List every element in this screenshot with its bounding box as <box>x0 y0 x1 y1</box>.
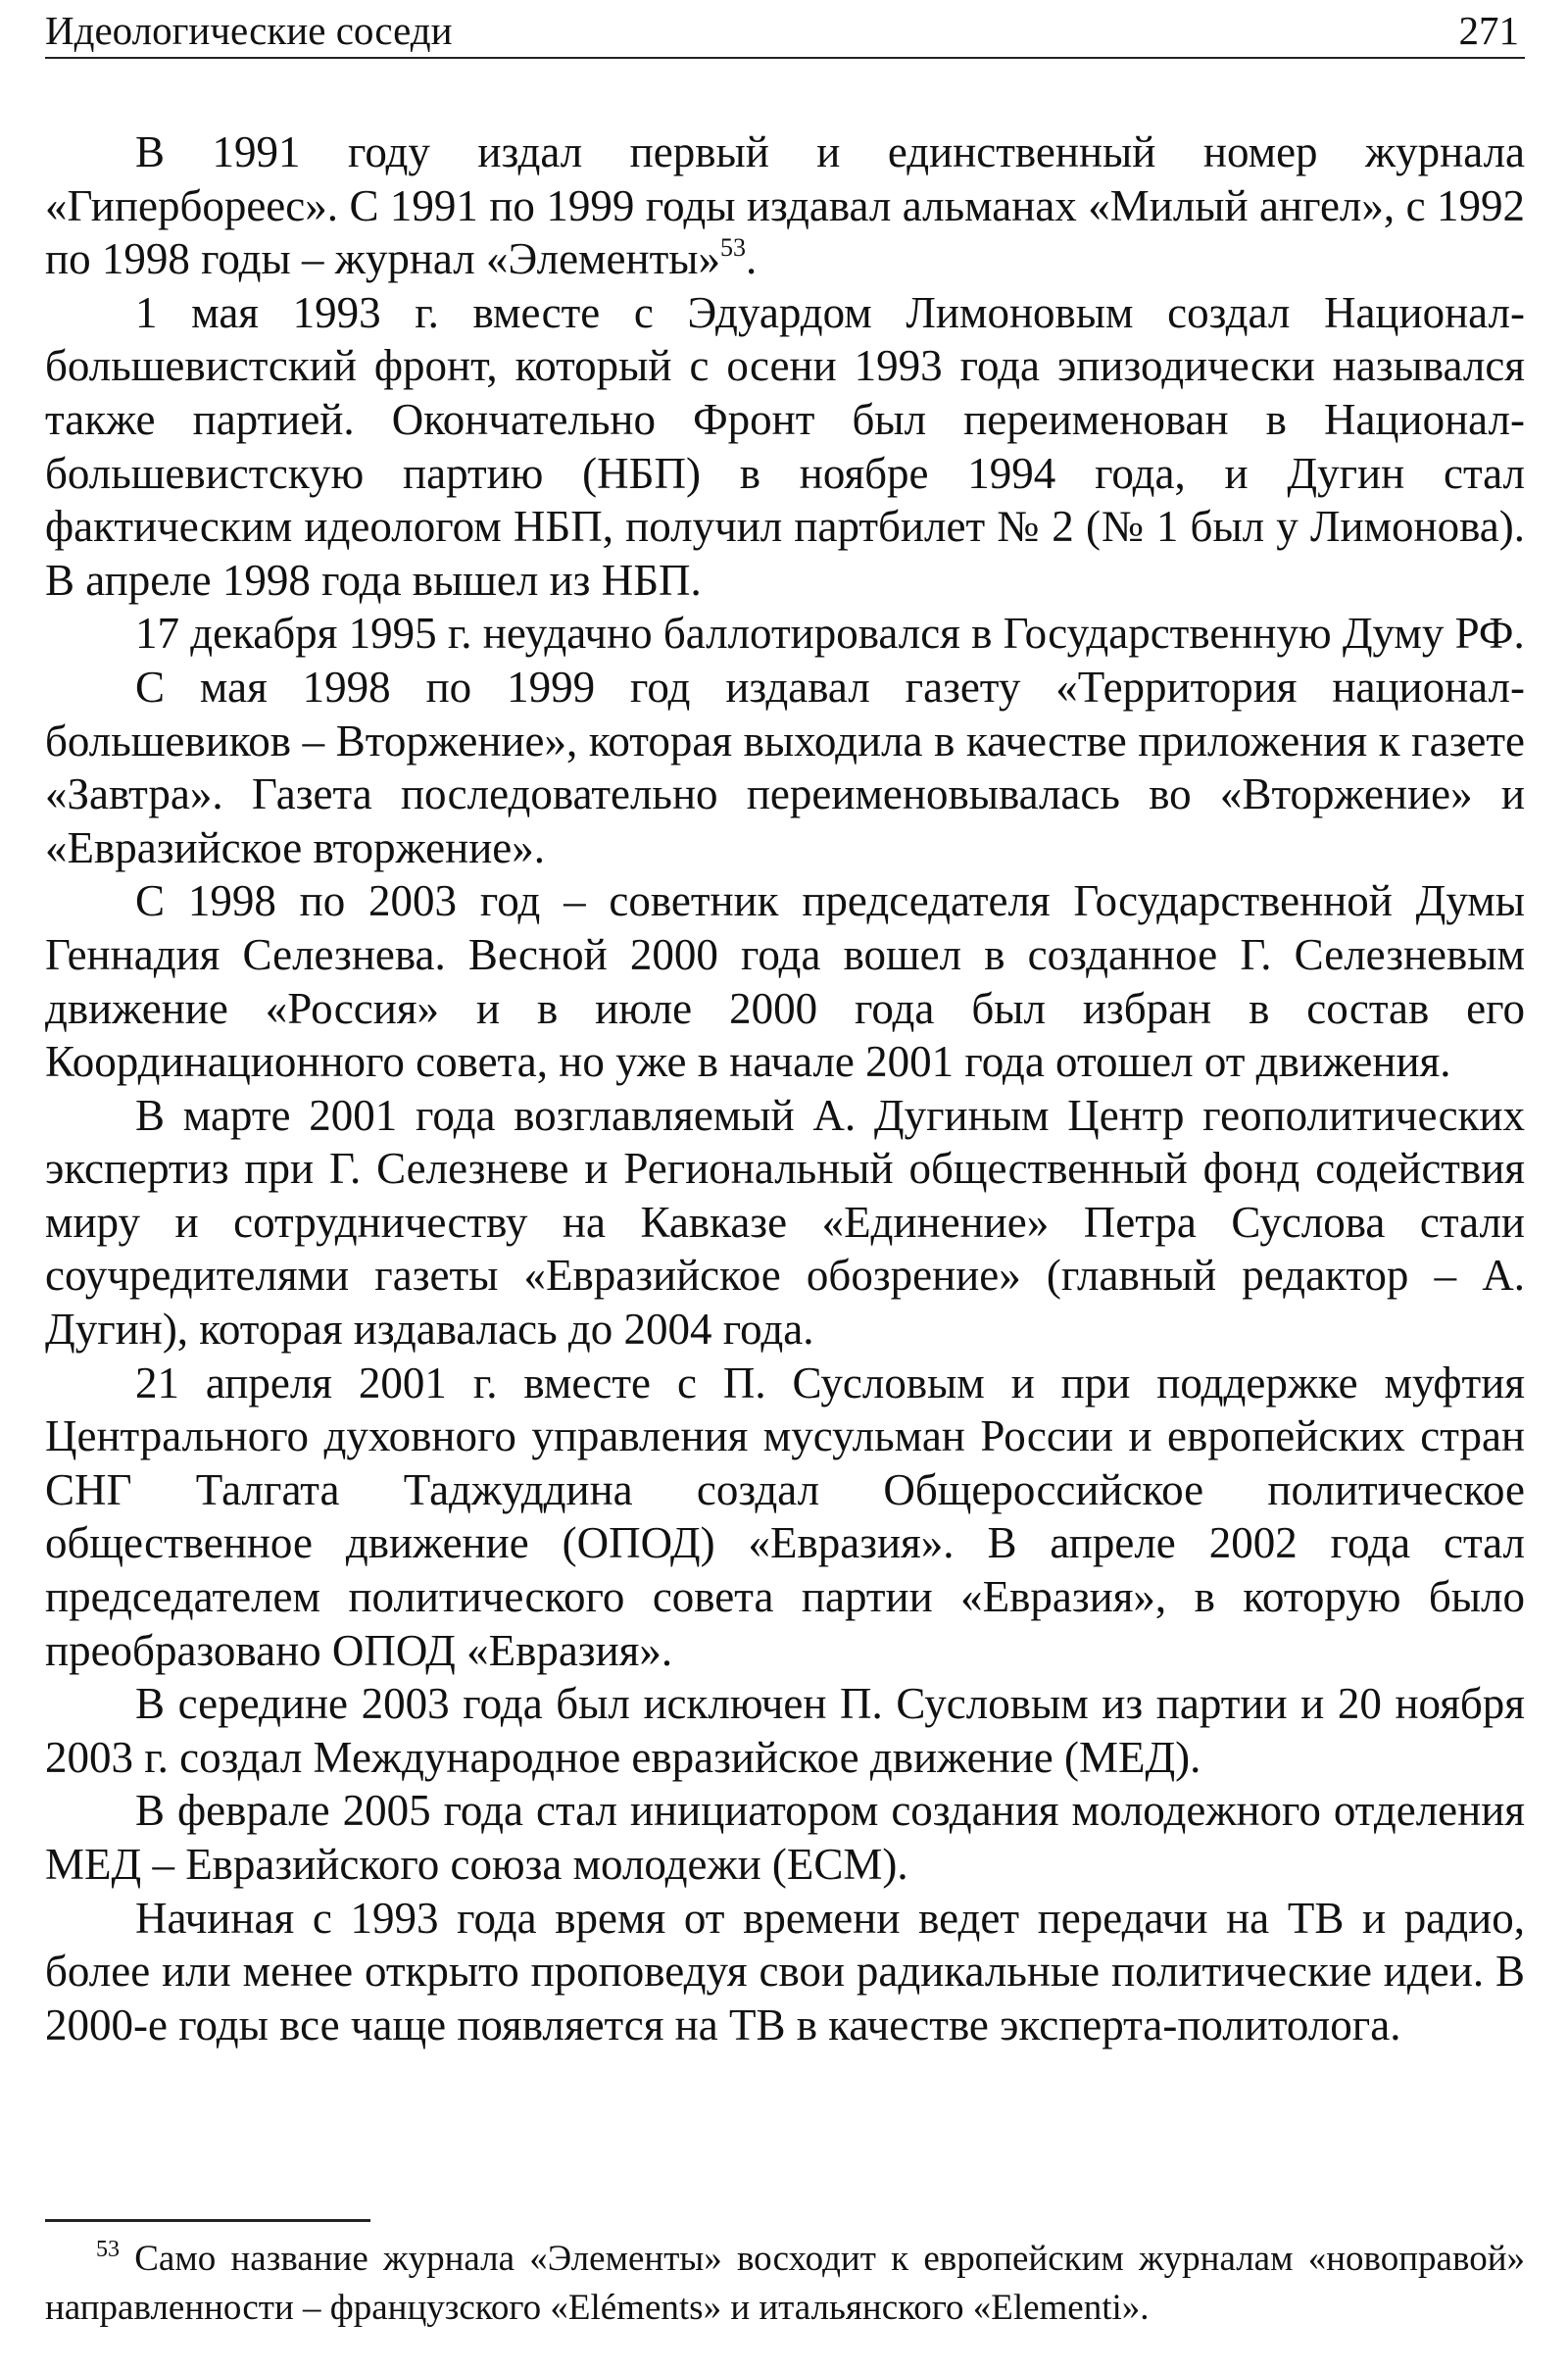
paragraph: В марте 2001 года возглавляемый А. Дугиным Центр геополитических экспертиз при Г. Селезневе и Региональный общественный фонд содействия миру и сотрудничеству на Кавказе «Единение» Петра Суслова стали соучредителями газеты «Евразийское обозрение» (главный редактор – А. Дугин), которая издавалась до 2004 года. <box>45 1090 1525 1355</box>
paragraph: В феврале 2005 года стал инициатором создания молодежного отделения МЕД – Евразийского союза молодежи (ЕСМ). <box>45 1786 1525 1889</box>
page-number: 271 <box>1458 8 1519 53</box>
paragraph: С мая 1998 по 1999 год издавал газету «Территория национал-большевиков – Вторжение», которая выходила в качестве приложения к газете «Завтра». Газета последовательно переименовывалась во «Вторжение» и «Евразийское вторжение». <box>45 662 1525 872</box>
footnote-text: Само название журнала «Элементы» восходит к европейским журналам «новоправой» направленности – французского «Eléments» и итальянского «Elementi». <box>45 2239 1525 2328</box>
paragraph: Начиная с 1993 года время от времени ведет передачи на ТВ и радио, более или менее открыто проповедуя свои радикальные политические идеи. В 2000-е годы все чаще появляется на ТВ в качестве эксперта-политолога. <box>45 1893 1525 2049</box>
paragraph: 21 апреля 2001 г. вместе с П. Сусловым и при поддержке муфтия Центрального духовного управления мусульман России и европейских стран СНГ Талгата Таджуддина создал Общероссийское политическое общественное движение (ОПОД) «Евразия». В апреле 2002 года стал председателем политического совета партии «Евразия», в которую было преобразовано ОПОД «Евразия». <box>45 1358 1525 1675</box>
paragraph: 17 декабря 1995 г. неудачно баллотировался в Государственную Думу РФ. <box>135 609 1525 659</box>
paragraph-text-tail: . <box>745 234 758 284</box>
footnote-marker: 53 <box>96 2237 120 2262</box>
footnote <box>45 2235 1525 2333</box>
paragraph <box>45 125 1525 286</box>
paragraph: В середине 2003 года был исключен П. Сусловым из партии и 20 ноября 2003 г. создал Международное евразийское движение (МЕД). <box>45 1679 1525 1782</box>
footnote-divider <box>45 2219 370 2222</box>
paragraph: С 1998 по 2003 год – советник председателя Государственной Думы Геннадия Селезнева. Весной 2000 года вошел в созданное Г. Селезневым движение «Россия» и в июле 2000 года был избран в состав его Координационного совета, но уже в начале 2001 года отошел от движения. <box>45 876 1525 1087</box>
main-text <box>45 125 1525 2051</box>
paragraph-text: В 1991 году издал первый и единственный номер журнала «Гиперборееc». С 1991 по 1999 годы издавал альманах «Милый ангел», с 1992 по 1998 годы – журнал «Элементы» <box>45 127 1525 284</box>
paragraph: 1 мая 1993 г. вместе с Эдуардом Лимоновым создал Национал-большевистский фронт, который с осени 1993 года эпизодически назывался также партией. Окончательно Фронт был переименован в Национал-большевистскую партию (НБП) в ноябре 1994 года, и Дугин стал фактическим идеологом НБП, получил партбилет № 2 (№ 1 был у Лимонова). В апреле 1998 года вышел из НБП. <box>45 287 1525 605</box>
running-header <box>45 4 1525 59</box>
footnote-reference[interactable]: 53 <box>719 233 746 263</box>
running-title: Идеологические соседи <box>45 8 453 53</box>
